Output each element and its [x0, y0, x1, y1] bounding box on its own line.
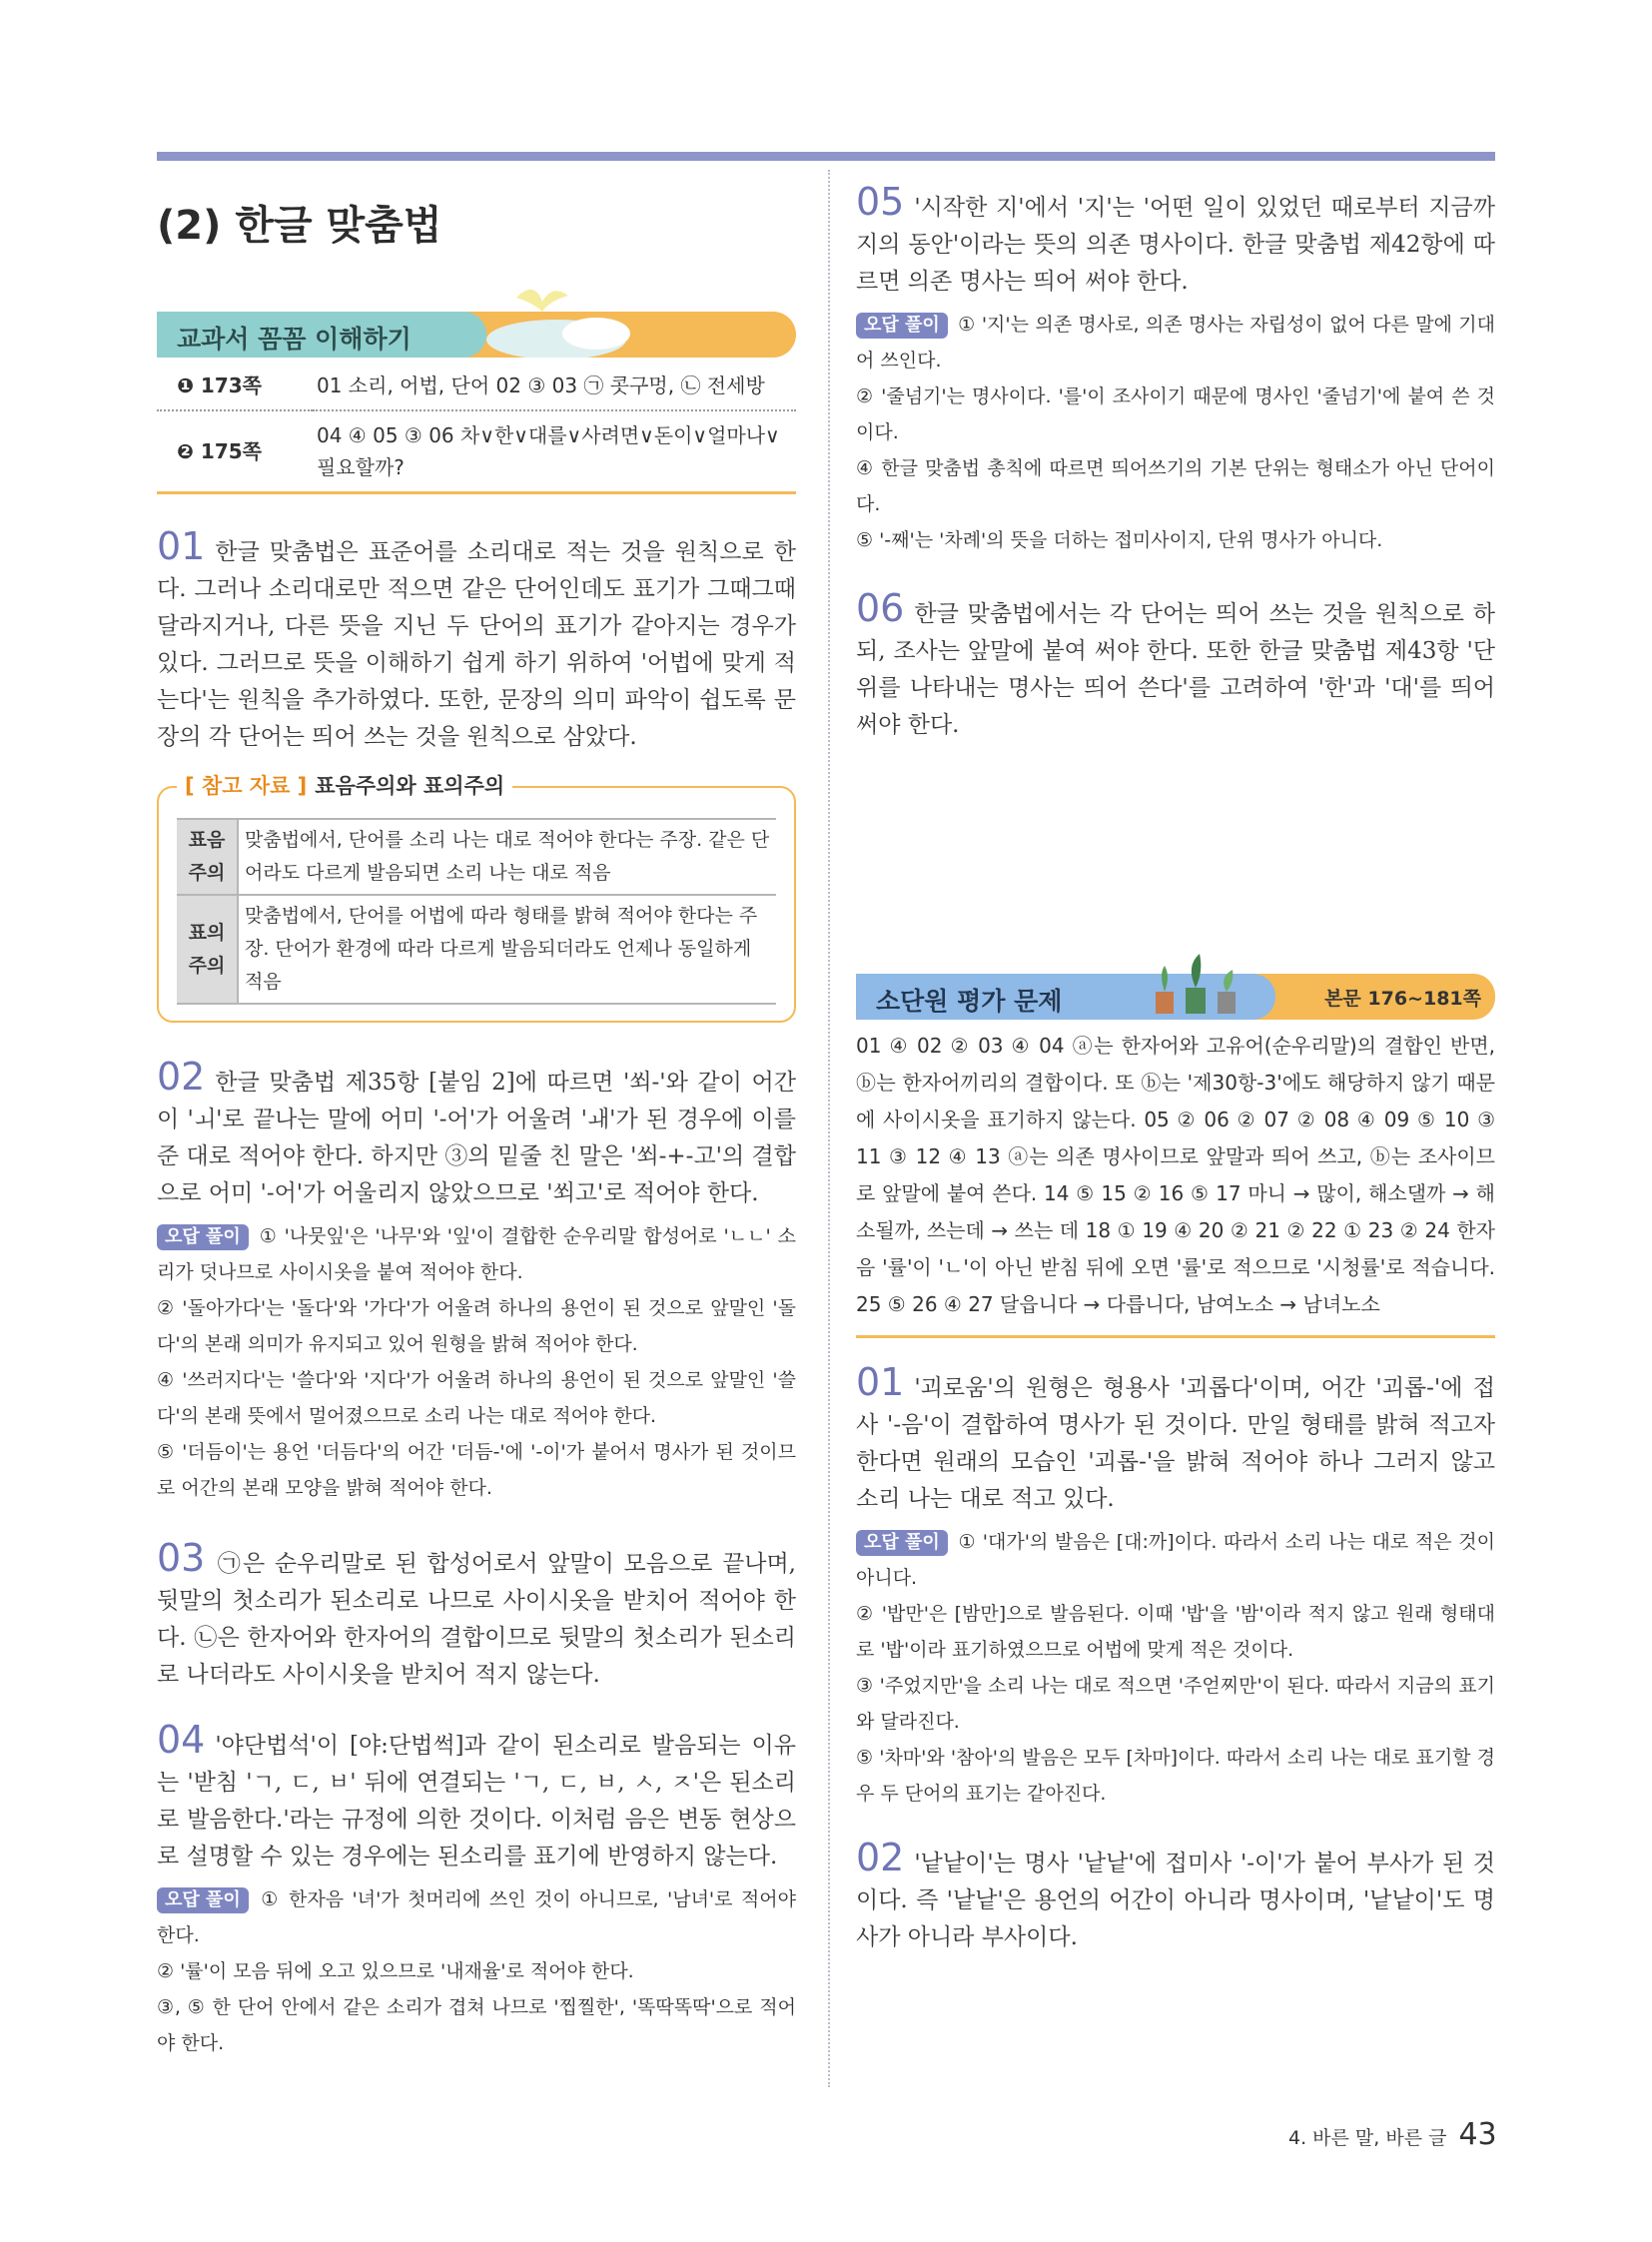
note-text: ① '대가'의 발음은 [대:까]이다. 따라서 소리 나는 대로 적은 것이 아니다.	[856, 1531, 1495, 1589]
answer-key-page: ❷ 175쪽	[157, 410, 313, 493]
answer-key-row	[157, 410, 796, 493]
answer-key-table	[157, 362, 796, 494]
wrong-answer-note	[856, 1524, 1495, 1596]
banner-label-box	[157, 312, 486, 358]
explanation-text: '시작한 지'에서 '지'는 '어떤 일이 있었던 때로부터 지금까지의 동안'이라는 뜻의 의존 명사이다. 한글 맞춤법 제42항에 따르면 의존 명사는 띄어 써야 한다.	[856, 195, 1495, 295]
question-number: 01	[157, 524, 206, 568]
page-number: 43	[1458, 2117, 1497, 2152]
question-number: 06	[856, 586, 905, 630]
question-number: 03	[157, 1536, 206, 1580]
explanation-text: 한글 맞춤법은 표준어를 소리대로 적는 것을 원칙으로 한다. 그러나 소리대로만 적으면 같은 단어인데도 표기가 그때그때 달라지거나, 다른 뜻을 지닌 두 단어의 표기가 같아지는 경우가 있다. 그러므로 뜻을 이해하기 쉽게 하기 위하여 '어법에 맞게 적는다'는 원칙을 추가하였다. 또한, 문장의 의미 파악이 쉽도록 문장의 각 단어는 띄어 쓰는 것을 원칙으로 삼았다.	[157, 539, 796, 750]
reference-row	[177, 895, 776, 1004]
explanation-06	[856, 586, 1495, 744]
question-number: 02	[157, 1055, 206, 1099]
explanation-text: ㉠은 순우리말로 된 합성어로서 앞말이 모음으로 끝나며, 뒷말의 첫소리가 된소리로 나므로 사이시옷을 받치어 적어야 한다. ㉡은 한자어와 한자어의 결합이므로 뒷말의 첫소리가 된소리로 나더라도 사이시옷을 받치어 적지 않는다.	[157, 1551, 796, 1688]
reference-row	[177, 819, 776, 895]
quiz-explanation-01	[856, 1360, 1495, 1518]
plant-pots-icon	[1146, 944, 1255, 1020]
reference-row-head: 표의 주의	[177, 895, 238, 1004]
section-title: (2) 한글 맞춤법	[157, 203, 442, 249]
wrong-answer-note: ② '돌아가다'는 '돌다'와 '가다'가 어울려 하나의 용언이 된 것으로 앞말인 '돌다'의 본래 의미가 유지되고 있어 원형을 밝혀 적어야 한다.	[157, 1297, 796, 1355]
question-number: 02	[856, 1836, 905, 1879]
wrong-answer-note	[157, 1881, 796, 1953]
reference-heading	[177, 770, 512, 800]
wrong-answer-badge: 오답 풀이	[856, 1530, 948, 1556]
reference-table	[177, 818, 776, 1005]
answer-key-text: 04 ④ 05 ③ 06 차∨한∨대를∨사려면∨돈이∨얼마나∨필요할까?	[313, 410, 796, 493]
left-column	[157, 180, 796, 2061]
banner-label: 교과서 꼼꼼 이해하기	[177, 325, 412, 354]
wrong-answer-note: ⑤ '-째'는 '차례'의 뜻을 더하는 접미사이지, 단위 명사가 아니다.	[856, 529, 1383, 551]
reference-row-text: 맞춤법에서, 단어를 소리 나는 대로 적어야 한다는 주장. 같은 단어라도 다르게 발음되면 소리 나는 대로 적음	[238, 819, 776, 895]
wrong-answer-note: ② '률'이 모음 뒤에 오고 있으므로 '내재율'로 적어야 한다.	[157, 1960, 634, 1982]
banner-page-range: 본문 176~181쪽	[1324, 988, 1481, 1010]
explanation-text: 한글 맞춤법 제35항 [붙임 2]에 따르면 '쐬-'와 같이 어간이 'ㅚ'로 끝나는 말에 어미 '-어'가 어울려 'ㅙ'가 된 경우에 이를 준 대로 적어야 한다. 하지만 ③의 밑줄 친 말은 '쐬-+-고'의 결합으로 어미 '-어'가 어울리지 않았으므로 '쐬고'로 적어야 한다.	[157, 1070, 796, 1206]
wrong-answer-note: ④ '쓰러지다'는 '쓸다'와 '지다'가 어울려 하나의 용언이 된 것으로 앞말인 '쓸다'의 본래 뜻에서 멀어졌으므로 소리 나는 대로 적어야 한다.	[157, 1369, 796, 1427]
explanation-text: 한글 맞춤법에서는 각 단어는 띄어 쓰는 것을 원칙으로 하되, 조사는 앞말에 붙여 써야 한다. 또한 한글 맞춤법 제43항 '단위를 나타내는 명사는 띄어 쓴다'를 고려하여 '한'과 '대'를 띄어 써야 한다.	[856, 601, 1495, 738]
page-footer	[1288, 2117, 1497, 2152]
reference-tag: [ 참고 자료 ]	[185, 774, 308, 798]
explanation-text: '괴로움'의 원형은 형용사 '괴롭다'이며, 어간 '괴롭-'에 접사 '-음'이 결합하여 명사가 된 것이다. 만일 형태를 밝혀 적고자 한다면 원래의 모습인 '괴롭-'을 밝혀 적어야 하나 그러지 않고 소리 나는 대로 적고 있다.	[856, 1375, 1495, 1512]
reference-row-head: 표음 주의	[177, 819, 238, 895]
explanation-05	[856, 180, 1495, 301]
reference-title: 표음주의와 표의주의	[315, 774, 505, 798]
answer-key-row	[157, 362, 796, 410]
answer-key-text: 01 소리, 어법, 단어 02 ③ 03 ㉠ 콧구멍, ㉡ 전세방	[313, 362, 796, 410]
chapter-label: 4. 바른 말, 바른 글	[1288, 2127, 1447, 2149]
note-text: ① '나뭇잎'은 '나무'와 '잎'이 결합한 순우리말 합성어로 'ㄴㄴ' 소리가 덧나므로 사이시옷을 붙여 적어야 한다.	[157, 1225, 796, 1283]
answer-key-page: ❶ 173쪽	[157, 362, 313, 410]
wrong-answer-badge: 오답 풀이	[157, 1224, 249, 1250]
column-divider	[828, 170, 830, 2087]
quiz-explanation-02	[856, 1836, 1495, 1956]
wrong-answer-note: ③ '주었지만'을 소리 나는 대로 적으면 '주얻찌만'이 된다. 따라서 지금의 표기와 달라진다.	[856, 1675, 1495, 1733]
reference-box	[157, 774, 796, 1023]
banner-label: 소단원 평가 문제	[876, 987, 1063, 1016]
wrong-answer-note: ③, ⑤ 한 단어 안에서 같은 소리가 겹쳐 나므로 '찝찔한', '똑딱똑딱'으로 적어야 한다.	[157, 1996, 796, 2054]
note-text: ① '지'는 의존 명사로, 의존 명사는 자립성이 없어 다른 말에 기대어 쓰인다.	[856, 314, 1495, 372]
textbook-review-banner	[157, 312, 796, 358]
question-number: 05	[856, 180, 905, 224]
top-rule	[157, 152, 1495, 161]
wrong-answer-badge: 오답 풀이	[856, 313, 948, 339]
wrong-answer-note: ② '밥만'은 [밤만]으로 발음된다. 이때 '밥'을 '밤'이라 적지 않고 원래 형태대로 '밥'이라 표기하였으므로 어법에 맞게 적은 것이다.	[856, 1603, 1495, 1661]
wrong-answer-note	[856, 307, 1495, 378]
question-number: 01	[856, 1360, 905, 1404]
wrong-answer-note: ⑤ '차마'와 '참아'의 발음은 모두 [차마]이다. 따라서 소리 나는 대로 표기할 경우 두 단어의 표기는 같아진다.	[856, 1747, 1495, 1805]
explanation-text: '낱낱이'는 명사 '낱낱'에 접미사 '-이'가 붙어 부사가 된 것이다. 즉 '낱낱'은 용언의 어간이 아니라 명사이며, '낱낱이'도 명사가 아니라 부사이다.	[856, 1851, 1495, 1950]
right-column	[856, 180, 1495, 1956]
quiz-answer-list: 01 ④ 02 ② 03 ④ 04 ⓐ는 한자어와 고유어(순우리말)의 결합인 반면, ⓑ는 한자어끼리의 결합이다. 또 ⓑ는 '제30항-3'에도 해당하지 않기 때문에 사이시옷을 표기하지 않는다. 05 ② 06 ② 07 ② 08 ④ 09 ⑤ 10 ③ 11 ③ 12 ④ 13 ⓐ는 의존 명사이므로 앞말과 띄어 쓰고, ⓑ는 조사이므로 앞말에 붙여 쓴다. 14 ⑤ 15 ② 16 ⑤ 17 마니 → 많이, 해소댈까 → 해소될까, 쓰는데 → 쓰는 데 18 ① 19 ④ 20 ② 21 ② 22 ① 23 ② 24 한자음 '률'이 'ㄴ'이 아닌 받침 뒤에 오면 '률'로 적으므로 '시청률'로 적습니다. 25 ⑤ 26 ④ 27 달읍니다 → 다릅니다, 남여노소 → 남녀노소	[856, 1028, 1495, 1338]
reference-row-text: 맞춤법에서, 단어를 어법에 따라 형태를 밝혀 적어야 한다는 주장. 단어가 환경에 따라 다르게 발음되더라도 언제나 동일하게 적음	[238, 895, 776, 1004]
wrong-answer-note: ⑤ '더듬이'는 용언 '더듬다'의 어간 '더듬-'에 '-이'가 붙어서 명사가 된 것이므로 어간의 본래 모양을 밝혀 적어야 한다.	[157, 1441, 796, 1499]
bird-cloud-icon	[456, 278, 656, 358]
explanation-01	[157, 524, 796, 756]
explanation-03	[157, 1536, 796, 1694]
wrong-answer-note: ② '줄넘기'는 명사이다. '를'이 조사이기 때문에 명사인 '줄넘기'에 붙여 쓴 것이다.	[856, 385, 1495, 443]
explanation-04	[157, 1718, 796, 1875]
unit-quiz-banner	[856, 974, 1495, 1020]
explanation-text: '야단법석'이 [야:단법썩]과 같이 된소리로 발음되는 이유는 '받침 'ㄱ, ㄷ, ㅂ' 뒤에 연결되는 'ㄱ, ㄷ, ㅂ, ㅅ, ㅈ'은 된소리로 발음한다.'라는 규정에 의한 것이다. 이처럼 음은 변동 현상으로 설명할 수 있는 경우에는 된소리를 표기에 반영하지 않는다.	[157, 1733, 796, 1869]
wrong-answer-note	[157, 1218, 796, 1290]
wrong-answer-badge: 오답 풀이	[157, 1887, 249, 1913]
question-number: 04	[157, 1718, 206, 1762]
note-text: ① 한자음 '녀'가 첫머리에 쓰인 것이 아니므로, '남녀'로 적어야 한다.	[157, 1888, 796, 1946]
explanation-02	[157, 1055, 796, 1212]
wrong-answer-note: ④ 한글 맞춤법 총칙에 따르면 띄어쓰기의 기본 단위는 형태소가 아닌 단어이다.	[856, 457, 1495, 515]
